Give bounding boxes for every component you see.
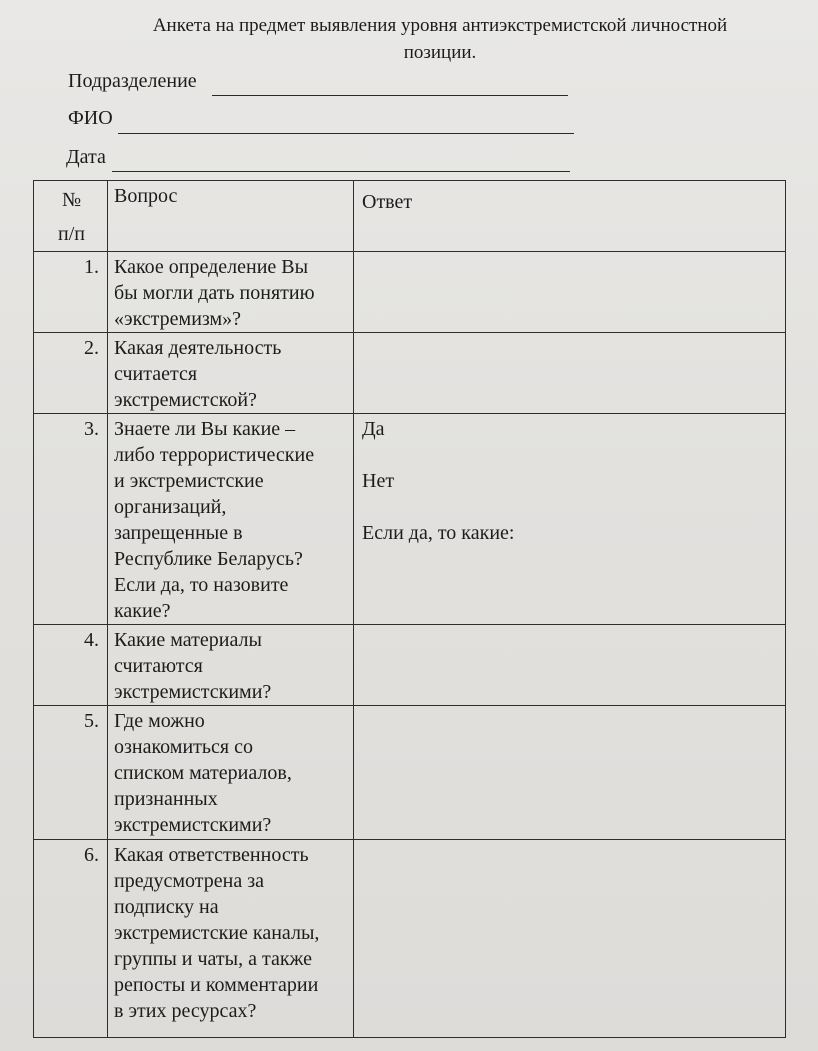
row-number: 2. xyxy=(34,333,108,414)
date-field xyxy=(66,146,106,169)
header-answer: Ответ xyxy=(354,181,786,252)
answer-cell[interactable] xyxy=(354,840,786,1038)
row-number: 6. xyxy=(34,840,108,1038)
table-row xyxy=(34,252,786,333)
row-question: Какие материалы считаются экстремистскими? xyxy=(108,625,354,706)
row-question: Знаете ли Вы какие – либо террористические и экстремистские организаций, запрещенные в Республике Беларусь? Если да, то назовите какие? xyxy=(108,414,354,625)
table-row xyxy=(34,625,786,706)
questionnaire-table xyxy=(33,180,786,1038)
date-label: Дата xyxy=(66,146,106,168)
table-row xyxy=(34,840,786,1038)
answer-option-no: Нет xyxy=(362,470,395,492)
table-row xyxy=(34,333,786,414)
answer-cell[interactable] xyxy=(354,706,786,840)
fio-field xyxy=(68,107,113,130)
answer-option-yes: Да xyxy=(362,418,385,440)
header-number: № п/п xyxy=(34,181,108,252)
answer-option-which: Если да, то какие: xyxy=(362,522,515,544)
row-number: 5. xyxy=(34,706,108,840)
row-number: 1. xyxy=(34,252,108,333)
answer-cell[interactable] xyxy=(354,252,786,333)
document-title xyxy=(60,12,818,66)
header-question: Вопрос xyxy=(108,181,354,252)
row-number: 3. xyxy=(34,414,108,625)
subdivision-field xyxy=(68,70,197,93)
answer-cell[interactable] xyxy=(354,333,786,414)
table-row xyxy=(34,414,786,625)
row-question: Какое определение Вы бы могли дать понятию «экстремизм»? xyxy=(108,252,354,333)
table-header-row xyxy=(34,181,786,252)
title-line-1: Анкета на предмет выявления уровня антиэкстремистской личностной xyxy=(152,15,728,36)
row-number: 4. xyxy=(34,625,108,706)
answer-cell[interactable] xyxy=(354,625,786,706)
row-question: Какая ответственность предусмотрена за подписку на экстремистские каналы, группы и чаты, а также репосты и комментарии в этих ресурсах? xyxy=(108,840,354,1038)
answer-cell[interactable] xyxy=(354,414,786,625)
row-question: Где можно ознакомиться со списком материалов, признанных экстремистскими? xyxy=(108,706,354,840)
table-row xyxy=(34,706,786,840)
fio-label: ФИО xyxy=(68,107,113,129)
row-question: Какая деятельность считается экстремистской? xyxy=(108,333,354,414)
subdivision-label: Подразделение xyxy=(68,70,197,92)
title-line-2: позиции. xyxy=(403,42,477,63)
